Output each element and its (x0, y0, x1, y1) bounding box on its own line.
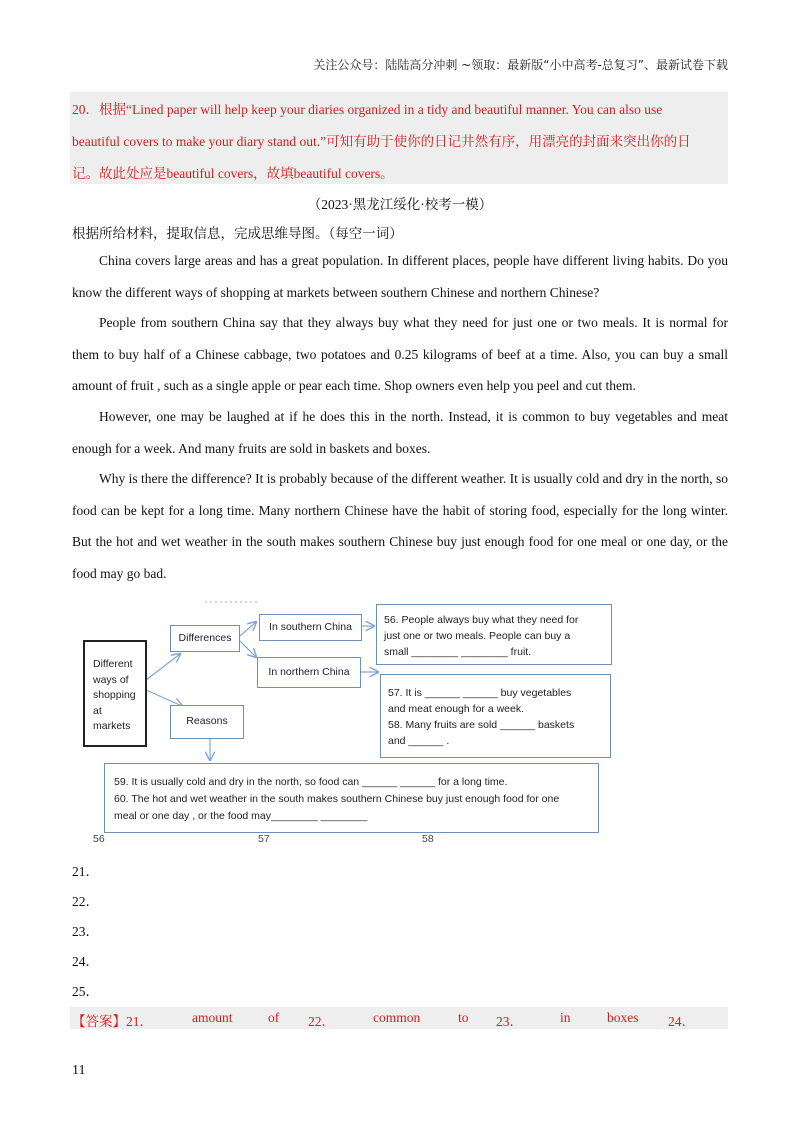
main-topic-line: markets (93, 720, 131, 732)
passage-paragraph-2: People from southern China say that they always buy what they need for just one or two meals. It is normal for them to buy half of a Chinese cabbage, two potatoes and 0.25 kilograms of beef at a time. Also, you can buy a small amount of fruit , such as a single apple or pear each time. Shop owners even help you peel and cut them. (72, 315, 728, 393)
passage-paragraph-4: Why is there the difference? It is probably because of the different weather. It is usually cold and dry in the north, so food can be kept for a long time. Many northern Chinese have the habit of storing food, especially for the long winter. But the hot and wet weather in the south makes southern Chinese buy just enough food for one meal or one day, or the food may go bad. (72, 471, 728, 581)
main-topic-box (83, 640, 147, 747)
instruction: 根据所给材料，提取信息，完成思维导图。（每空一词） (72, 226, 403, 241)
answer-word: to (458, 1010, 469, 1025)
box-60-line: 60. The hot and wet weather in the south makes southern Chinese buy just enough food for one (114, 793, 560, 805)
differences-box (170, 625, 240, 652)
answer-word: amount (192, 1010, 233, 1025)
reasons-box (170, 705, 244, 739)
box-57-line: 57. It is ______ ______ buy vegetables (388, 687, 572, 699)
answer-number: 24． (668, 1014, 695, 1029)
box-56-line: small ________ ________ fruit. (384, 646, 532, 658)
answer-line (70, 1007, 728, 1029)
explanation-line-2: beautiful covers to make your diary stand out.”可知有助于使你的日记井然有序，用漂亮的封面来突出你的日 (72, 134, 691, 149)
question-source: （2023·黑龙江绥化·校考一模） (307, 197, 493, 212)
page-header: 关注公众号：陆陆高分冲刺 ~领取：最新版“小中高考-总复习”、最新试卷下载 (313, 58, 728, 72)
answer-word: in (560, 1010, 571, 1025)
question-number: 24． (72, 954, 99, 969)
answer-word: of (268, 1010, 280, 1025)
answer-word: common (373, 1010, 421, 1025)
question-number: 23． (72, 924, 99, 939)
blank-box-59-60 (104, 763, 599, 833)
northern-china-box (257, 657, 361, 688)
cutoff-label: 56 (93, 833, 105, 845)
answer-number: 23． (496, 1014, 523, 1029)
box-57-line: and meat enough for a week. (388, 703, 525, 715)
northern-china-label: In northern China (268, 666, 350, 678)
cutoff-label: 57 (258, 833, 270, 845)
box-56-line: just one or two meals. People can buy a (384, 630, 571, 642)
main-topic-line: ways of (93, 673, 129, 686)
southern-china-label: In southern China (269, 621, 352, 633)
question-number: 21． (72, 864, 99, 879)
differences-label: Differences (178, 632, 232, 644)
box-60-line: meal or one day , or the food may________ ________ (114, 810, 368, 822)
main-topic-line: shopping (93, 689, 136, 701)
passage-paragraph-3: However, one may be laughed at if he does this in the north. Instead, it is common to buy vegetables and meat enough for a week. And many fruits are sold in baskets and boxes. (72, 409, 728, 456)
question-number: 25． (72, 984, 99, 999)
box-58-line: and ______ . (388, 735, 450, 747)
main-topic-line: Different (93, 658, 133, 670)
box-58-line: 58. Many fruits are sold ______ baskets (388, 719, 575, 731)
explanation-line-3: 记。故此处应是beautiful covers，故填beautiful covers。 (72, 166, 394, 181)
answer-label: 【答案】21． (72, 1014, 153, 1029)
box-59-line: 59. It is usually cold and dry in the north, so food can ______ ______ for a long time. (114, 776, 508, 788)
answer-word: boxes (607, 1010, 639, 1025)
blank-box-56 (376, 604, 612, 665)
blank-box-57-58 (380, 674, 611, 758)
explanation-line-1: 20．根据“Lined paper will help keep your diaries organized in a tidy and beautiful manner. You can also use (72, 102, 663, 117)
answer-number: 22． (308, 1014, 335, 1029)
main-topic-line: at (93, 704, 102, 717)
page-number: 11 (72, 1063, 86, 1078)
passage-paragraph-1: China covers large areas and has a great population. In different places, people have different living habits. Do you know the different ways of shopping at markets between southern Chinese and northern Chinese? (72, 253, 728, 300)
question-number: 22． (72, 894, 99, 909)
reasons-label: Reasons (186, 715, 228, 727)
southern-china-box (259, 614, 362, 641)
cutoff-label: 58 (422, 833, 434, 845)
box-56-line: 56. People always buy what they need for (384, 614, 579, 626)
